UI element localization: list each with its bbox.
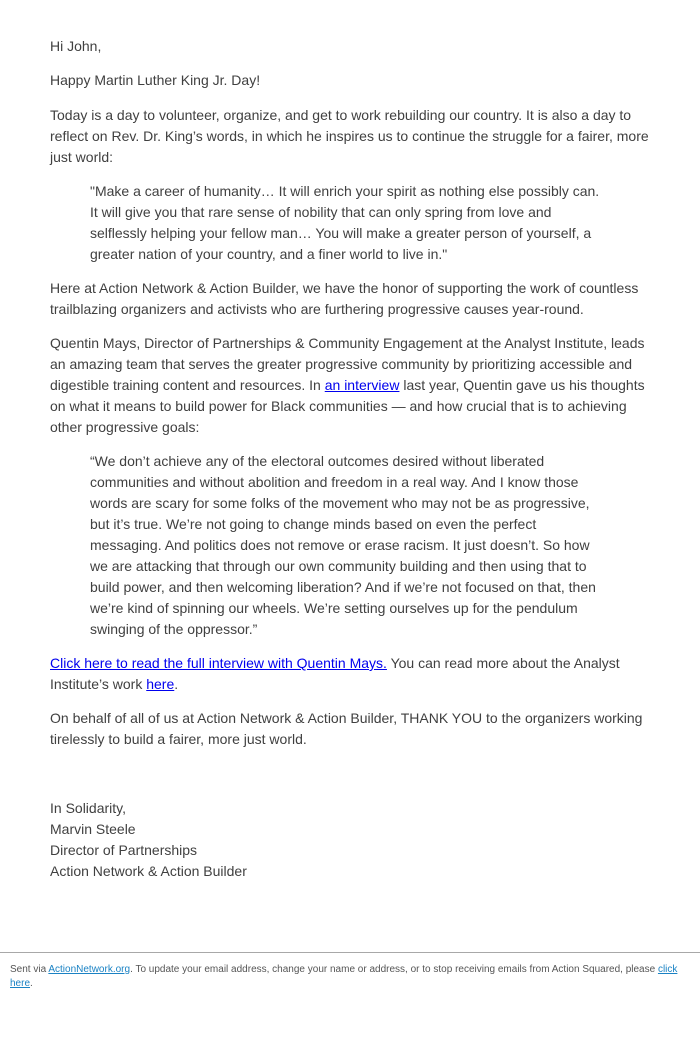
interview-link[interactable]: an interview — [324, 377, 400, 393]
signature-org: Action Network & Action Builder — [50, 863, 247, 879]
unsubscribe-link[interactable]: click here — [10, 964, 678, 989]
footer-divider — [0, 952, 700, 953]
paragraph-intro: Today is a day to volunteer, organize, and get to work rebuilding our country. It is also a day to reflect on Rev. Dr. King’s words, in which he inspires us to continue the struggle for a fairer, more just world: — [50, 107, 649, 165]
paragraph-quentin-text-2: last year, Quentin gave us his thoughts on what it means to build power for Black communities — and how crucial that is to achieving other progressive goals: — [50, 377, 645, 435]
actionnetwork-link[interactable]: ActionNetwork.org — [48, 964, 131, 975]
paragraph-read-more — [50, 653, 650, 695]
signature — [50, 798, 650, 882]
quote-quentin-text: “We don’t achieve any of the electoral outcomes desired without liberated communities and without abolition and freedom in a real way. And I know those words are scary for some folks of the movement who may not be as progressive, but it’s true. We’re not going to change minds based on even the perfect messaging. And politics does not remove or erase racism. It just doesn’t. So how we are attacking that through our own community building and then using that to build power, and then welcoming liberation? And if we’re not focused on that, then we’re kind of spinning our wheels. We’re setting ourselves up for the pendulum swinging of the oppressor.” — [90, 453, 596, 637]
paragraph-quentin-text-1: Quentin Mays, Director of Partnerships & Community Engagement at the Analyst Institute, leads an amazing team that serves the greater progressive community by prioritizing accessible and digestible training content and resources. In — [50, 335, 645, 393]
signature-closing: In Solidarity, — [50, 800, 126, 816]
quote-mlk — [90, 181, 610, 265]
signature-name: Marvin Steele — [50, 821, 136, 837]
signature-title: Director of Partnerships — [50, 842, 198, 858]
full-interview-link[interactable]: Click here to read the full interview with Quentin Mays. — [50, 655, 387, 671]
paragraph-read-more-end: . — [174, 676, 179, 692]
salutation: Hi John, — [50, 38, 102, 54]
quote-quentin — [90, 451, 610, 640]
paragraph-thank-you: On behalf of all of us at Action Network & Action Builder, THANK YOU to the organizers working tirelessly to build a fairer, more just world. — [50, 710, 643, 747]
email-body — [50, 36, 650, 882]
footer-end: . — [30, 978, 33, 989]
paragraph-read-more-text: You can read more about the Analyst Institute’s work — [50, 655, 620, 692]
quote-mlk-text: "Make a career of humanity… It will enrich your spirit as nothing else possibly can. It will give you that rare sense of nobility that can only spring from love and selflessly helping your fellow man… You will make a greater person of yourself, a greater nation of your country, and a finer world to live in." — [90, 183, 600, 262]
paragraph-action-network: Here at Action Network & Action Builder, we have the honor of supporting the work of countless trailblazing organizers and activists who are furthering progressive causes year-round. — [50, 280, 639, 317]
footer-text: . To update your email address, change your name or address, or to stop receiving emails from Action Squared, please — [130, 964, 658, 975]
paragraph-quentin — [50, 333, 650, 438]
greeting-line: Happy Martin Luther King Jr. Day! — [50, 72, 261, 88]
footer — [10, 963, 690, 991]
footer-prefix: Sent via — [10, 964, 49, 975]
analyst-institute-link[interactable]: here — [146, 676, 175, 692]
